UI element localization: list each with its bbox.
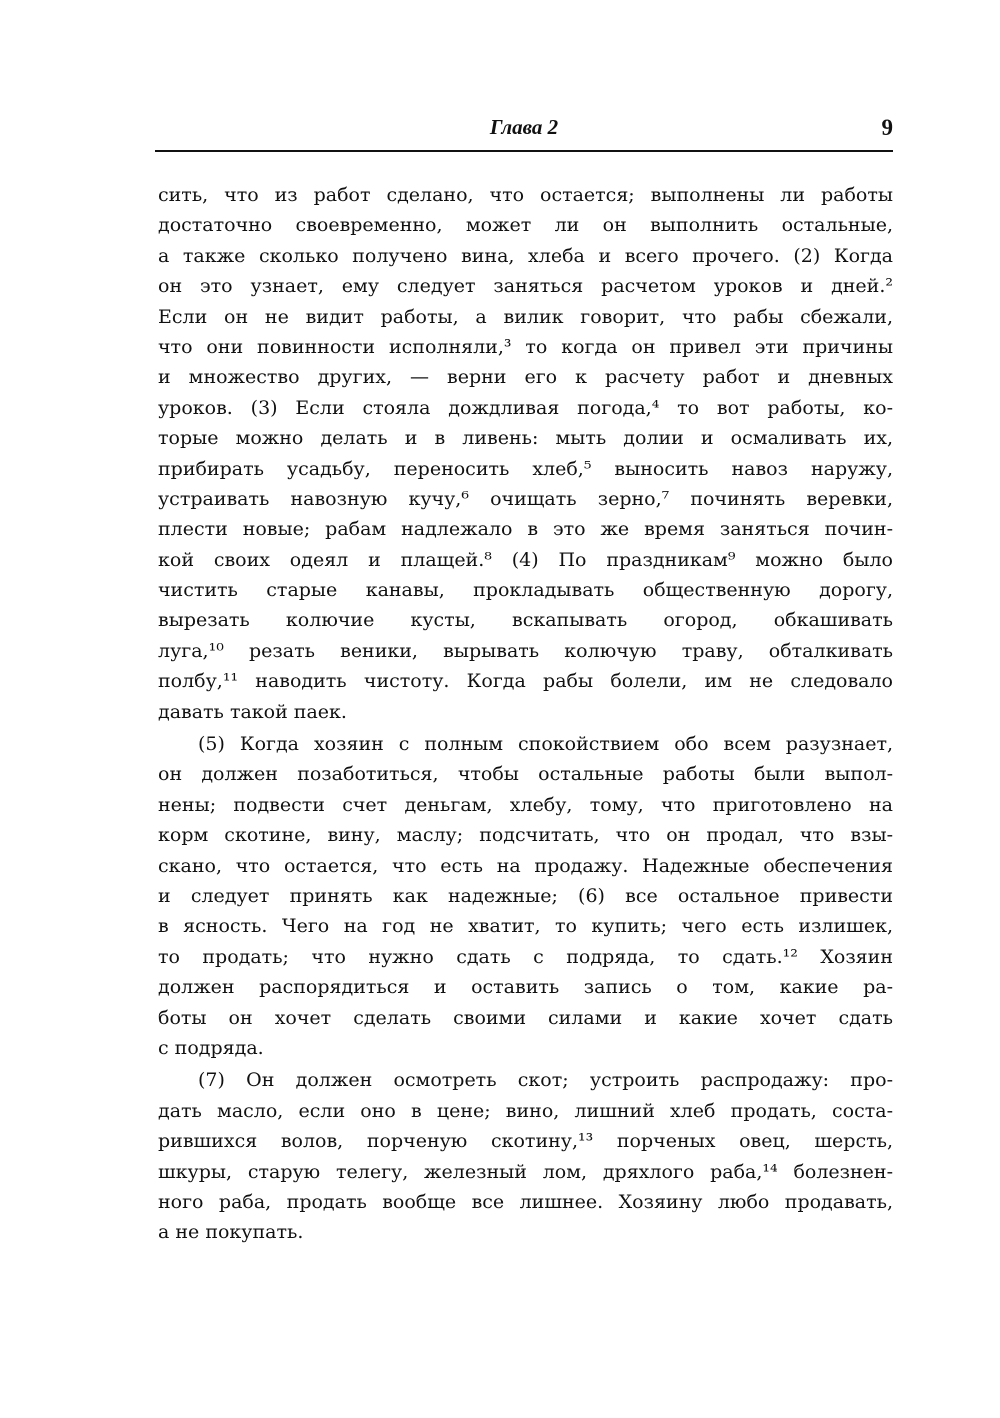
text-line: а также сколько получено вина, хлеба и всего прочего. (2) Когда	[158, 244, 893, 267]
text-line: полбу,¹¹ наводить чистоту. Когда рабы болели, им не следовало	[158, 670, 893, 693]
paragraph-start-line: (7) Он должен осмотреть скот; устроить распродажу: про-	[198, 1069, 893, 1092]
paragraph-start-line: (5) Когда хозяин с полным спокойствием обо всем разузнает,	[198, 733, 893, 756]
text-line: что они повинности исполняли,³ то когда он привел эти причины	[158, 335, 893, 358]
running-header	[155, 115, 893, 151]
text-line: то продать; что нужно сдать с подряда, то сдать.¹² Хозяин	[158, 945, 893, 968]
chapter-title: Глава 2	[489, 115, 559, 139]
text-line: кой своих одеял и плащей.⁸ (4) По праздникам⁹ можно было	[158, 548, 893, 571]
text-line: скано, что остается, что есть на продажу. Надежные обеспечения	[158, 854, 893, 877]
text-line: Если он не видит работы, а вилик говорит, что рабы сбежали,	[158, 305, 893, 328]
text-line: луга,¹⁰ резать веники, вырывать колючую траву, обталкивать	[158, 639, 893, 662]
text-line: шкуры, старую телегу, железный лом, дряхлого раба,¹⁴ болезнен-	[158, 1160, 893, 1183]
text-line: уроков. (3) Если стояла дождливая погода,⁴ то вот работы, ко-	[158, 396, 893, 419]
text-line: прибирать усадьбу, переносить хлеб,⁵ выносить навоз наружу,	[158, 457, 893, 480]
header-divider	[155, 150, 893, 152]
text-line: давать такой паек.	[158, 700, 347, 723]
text-line: и множество других, — верни его к расчету работ и дневных	[158, 366, 893, 389]
text-line: боты он хочет сделать своими силами и какие хочет сдать	[158, 1006, 893, 1029]
text-line: а не покупать.	[158, 1221, 304, 1244]
page-number: 9	[881, 115, 893, 140]
text-line: ного раба, продать вообще все лишнее. Хозяину любо продавать,	[158, 1190, 893, 1213]
text-line: плести новые; рабам надлежало в это же время заняться почин-	[158, 518, 893, 541]
text-line: сить, что из работ сделано, что остается; выполнены ли работы	[158, 184, 893, 206]
text-line: он должен позаботиться, чтобы остальные работы были выпол-	[158, 763, 893, 786]
text-line: вырезать колючие кусты, вскапывать огород, обкашивать	[158, 609, 893, 632]
text-line: достаточно своевременно, может ли он выполнить остальные,	[158, 214, 893, 237]
text-line: корм скотине, вину, маслу; подсчитать, что он продал, что взы-	[158, 824, 893, 847]
text-line: должен распорядиться и оставить запись о том, какие ра-	[158, 976, 893, 999]
text-line: торые можно делать и в ливень: мыть долии и осмаливать их,	[158, 427, 893, 450]
text-line: и следует принять как надежные; (6) все остальное привести	[158, 884, 893, 907]
text-line: чистить старые канавы, прокладывать общественную дорогу,	[158, 579, 893, 602]
text-line: в ясность. Чего на год не хватит, то купить; чего есть излишек,	[158, 915, 893, 938]
text-line: с подряда.	[158, 1036, 264, 1059]
text-line: рившихся волов, порченую скотину,¹³ порченых овец, шерсть,	[158, 1130, 893, 1153]
text-line: нены; подвести счет деньгам, хлебу, тому, что приготовлено на	[158, 793, 893, 816]
text-line: он это узнает, ему следует заняться расчетом уроков и дней.²	[158, 275, 893, 298]
body-text	[158, 180, 893, 1248]
text-line: дать масло, если оно в цене; вино, лишний хлеб продать, соста-	[158, 1099, 893, 1122]
text-line: устраивать навозную кучу,⁶ очищать зерно,⁷ починять веревки,	[158, 487, 893, 510]
